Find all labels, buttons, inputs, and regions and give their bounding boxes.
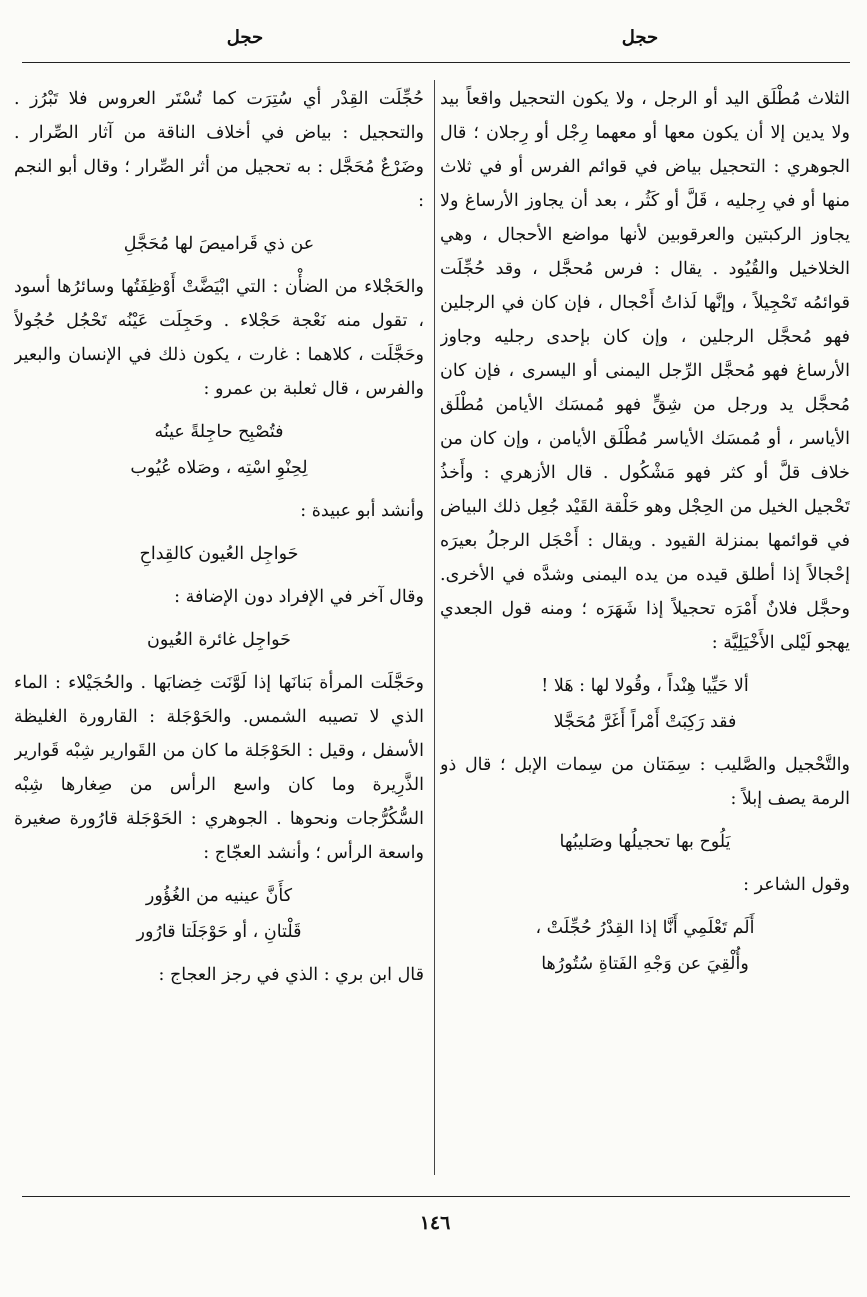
verse-line: لِحِنْوِ اسْتِه ، وصَلاه عُيُوب [130,458,308,478]
verse [440,910,850,982]
verse-line: يَلُوح بها تحجيلُها وصَليبُها [559,832,731,852]
paragraph: حُجِّلَت القِدْر أي سُتِرَت كما تُسْتَر العروس فلا تَبْرُز . والتحجيل : بياض في أخلاف الناقة من آثار الصِّرار . وضَرْعٌ مُحَجَّل : به تحجيل من أثر الصِّرار ؛ وقال أبو النجم : [14,89,424,211]
verse-line: عن ذي قَراميصَ لها مُحَجَّلِ [123,234,315,254]
verse [14,536,424,572]
paragraph: والحَجْلاء من الضأْن : التي ابْيَضَّتْ أَوْظِفَتُها وسائرُها أسود ، تقول منه نَعْجة حَجْلاء . وحَجِلَت عَيْنُه تَحْجُل حُجُولاً وحَجَّلَت ، كلاهما : غارت ، يكون ذلك في الإنسان والبعير والفرس ، قال ثعلبة بن عمرو : [14,277,424,399]
header-right-word: حجل [621,27,659,48]
verse-line: أَلَم تَعْلَمِي أَنَّا إذا القِدْرُ حُجِّلَتْ ، [535,918,755,938]
paragraph: وقال آخر في الإفراد دون الإضافة : [174,587,424,607]
left-column [14,82,424,1182]
verse-line: كأَنَّ عينيه من الغُؤُور [145,886,293,906]
verse-line: حَواجِل العُيون كالقِداحِ [139,544,299,564]
header-left-word: حجل [226,27,264,48]
bottom-rule [22,1196,850,1197]
paragraph: وحَجَّلَت المرأة بَنانَها إذا لَوَّنَت خِضابَها . والحُجَيْلاء : الماء الذي لا تصيبه الشمس. والحَوْجَلة : القارورة الغليظة الأسفل ، وقيل : الحَوْجَلة ما كان من القَوارير شِبْه قَوارير الذَّرِيرة وما كان واسع الرأس من صِغارها شِبْه السُّكُرُّجات ونحوها . الجوهري : الحَوْجَلة قارُورة صغيرة واسعة الرأس ؛ وأنشد العجّاج : [14,673,424,863]
verse [14,878,424,950]
paragraph: وأنشد أبو عبيدة : [300,501,424,521]
verse [440,824,850,860]
verse-line: قَلْتانِ ، أو حَوْجَلَتا قارُور [136,922,302,942]
verse-line: وأُلْقِيَ عن وَجْهِ الفَتاةِ سُتُورُها [541,954,749,974]
paragraph: وقول الشاعر : [743,875,850,895]
paragraph: قال ابن بري : الذي في رجز العجاج : [158,965,424,985]
verse [14,622,424,658]
right-column [440,82,850,1182]
verse-line: فقد رَكِبَتْ أَمْراً أَغَرَّ مُحَجَّلا [553,712,737,732]
verse-line: حَواجِل غائرة العُيون [147,630,291,650]
paragraph: والتَّحْجيل والصَّليب : سِمَتان من سِمات الإبل ؛ قال ذو الرمة يصف إبلاً : [440,755,850,809]
column-divider [434,80,435,1175]
verse [14,414,424,486]
verse [14,226,424,262]
page-number: ١٤٦ [419,1212,451,1234]
verse [440,668,850,740]
paragraph: الثلاث مُطْلَق اليد أو الرجل ، ولا يكون التحجيل واقعاً بيد ولا يدين إلا أن يكون معها أو معهما رِجْل أو رِجلان ؛ قال الجوهري : التحجيل بياض في قوائم الفرس أو في ثلاث منها أو في رِجليه ، قَلَّ أو كَثُر ، بعد أن يجاوز الأرساغ ولا يجاوز الركبتين والعرقوبين لأنها مواضع الأحجال ، وهي الخلاخيل والقُيُود . يقال : فرس مُحجَّل ، وقد حُجِّلَت قوائمُه تَحْجِيلاً ، وإنَّها لَذاتُ أَحْجال ، فإن كان في الرجلين فهو مُحجَّل الرجلين ، وإن كان بإحدى رجليه وجاوز الأرساغ فهو مُحجَّل الرِّجل اليمنى أو اليسرى ، فإن كان مُحجَّل يد ورجل من شِقٍّ فهو مُمسَك الأيامن مُطْلَق الأياسر ، أو مُمسَك الأياسر مُطْلَق الأيامن ، وإن كان من خلاف قلَّ أو كثر فهو مَشْكُول . قال الأزهري : وأَخذُ تَحْجيل الخيل من الحِجْل وهو حَلْقة القَيْد جُعِل ذلك البياض في قوائمها بمنزلة القيود . ويقال : أَحْجَل الرجلُ بعيرَه إحْجالاً إذا أطلق قيده من يده اليمنى وشدَّه في الأخرى. وحجَّل فلانٌ أَمْرَه تحجيلاً إذا شَهَرَه ؛ ومنه قول الجعدي يهجو لَيْلى الأَخْيَلِيَّة : [440,89,850,653]
verse-line: فتُصْبِح حاجِلةً عينُه [154,422,284,442]
top-rule [22,62,850,63]
verse-line: ألا حَيِّيا هِنْداً ، وقُولا لها : هَلا ! [541,676,749,696]
